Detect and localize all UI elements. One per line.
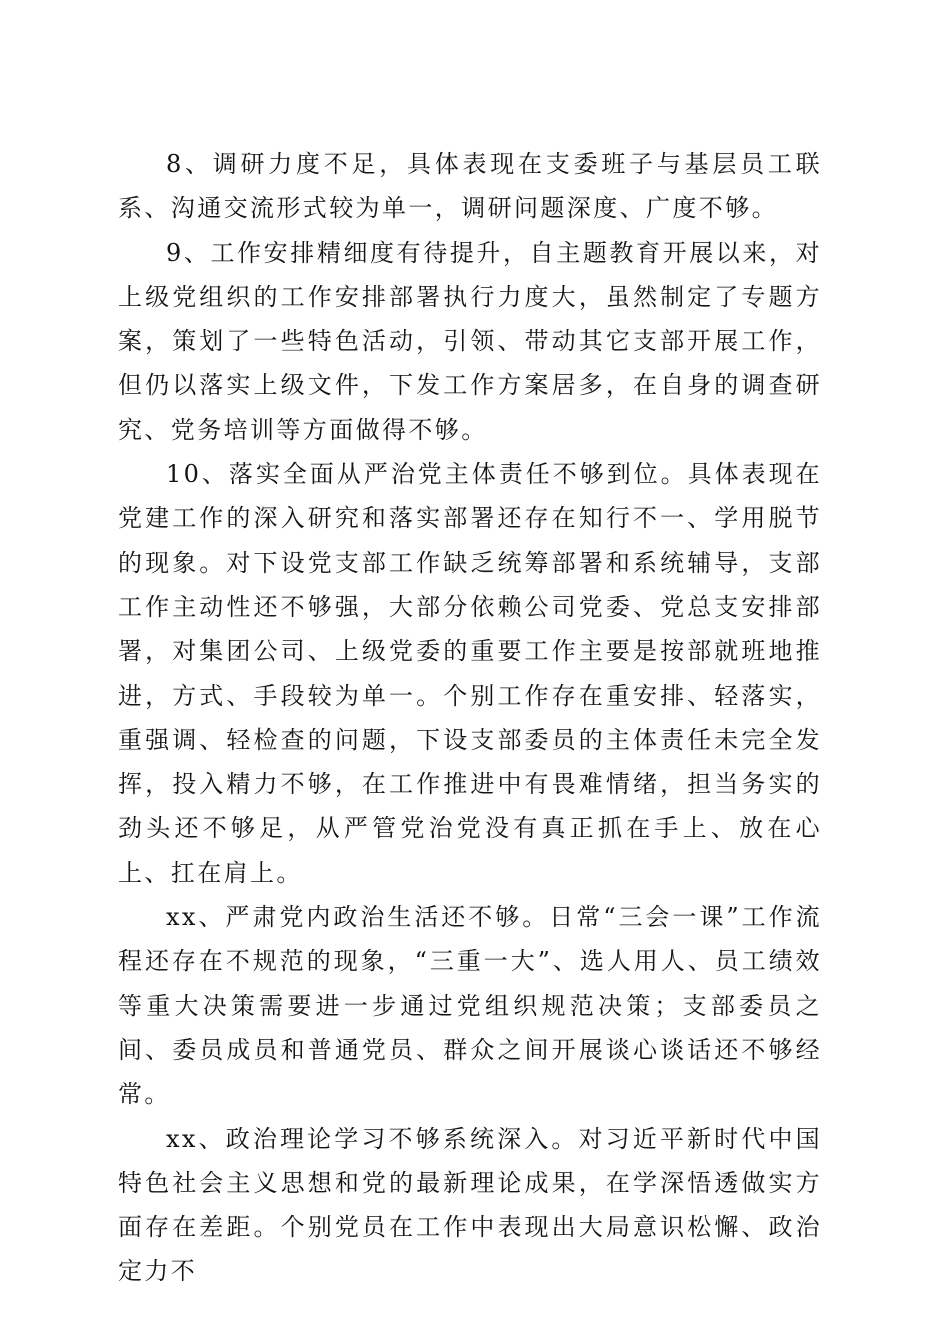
- paragraph-political-life: xx、严肃党内政治生活还不够。日常“三会一课”工作流程还存在不规范的现象，“三重一大”、选人用人、员工绩效等重大决策需要进一步通过党组织规范决策；支部委员之间、委员成员和普通党员、群众之间开展谈心谈话还不够经常。: [118, 903, 822, 1109]
- document-body: [118, 142, 822, 1294]
- paragraph-8: 8、调研力度不足，具体表现在支委班子与基层员工联系、沟通交流形式较为单一，调研问题深度、广度不够。: [118, 150, 822, 223]
- paragraph-theory-study: xx、政治理论学习不够系统深入。对习近平新时代中国特色社会主义思想和党的最新理论成果，在学深悟透做实方面存在差距。个别党员在工作中表现出大局意识松懈、政治定力不: [118, 1124, 822, 1286]
- paragraph-10: 10、落实全面从严治党主体责任不够到位。具体表现在党建工作的深入研究和落实部署还存在知行不一、学用脱节的现象。对下设党支部工作缺乏统筹部署和系统辅导，支部工作主动性还不够强，大部分依赖公司党委、党总支安排部署，对集团公司、上级党委的重要工作主要是按部就班地推进，方式、手段较为单一。个别工作存在重安排、轻落实，重强调、轻检查的问题，下设支部委员的主体责任未完全发挥，投入精力不够，在工作推进中有畏难情绪，担当务实的劲头还不够足，从严管党治党没有真正抓在手上、放在心上、扛在肩上。: [118, 460, 822, 887]
- paragraph-9: 9、工作安排精细度有待提升，自主题教育开展以来，对上级党组织的工作安排部署执行力度大，虽然制定了专题方案，策划了一些特色活动，引领、带动其它支部开展工作，但仍以落实上级文件，下发工作方案居多，在自身的调查研究、党务培训等方面做得不够。: [118, 238, 822, 444]
